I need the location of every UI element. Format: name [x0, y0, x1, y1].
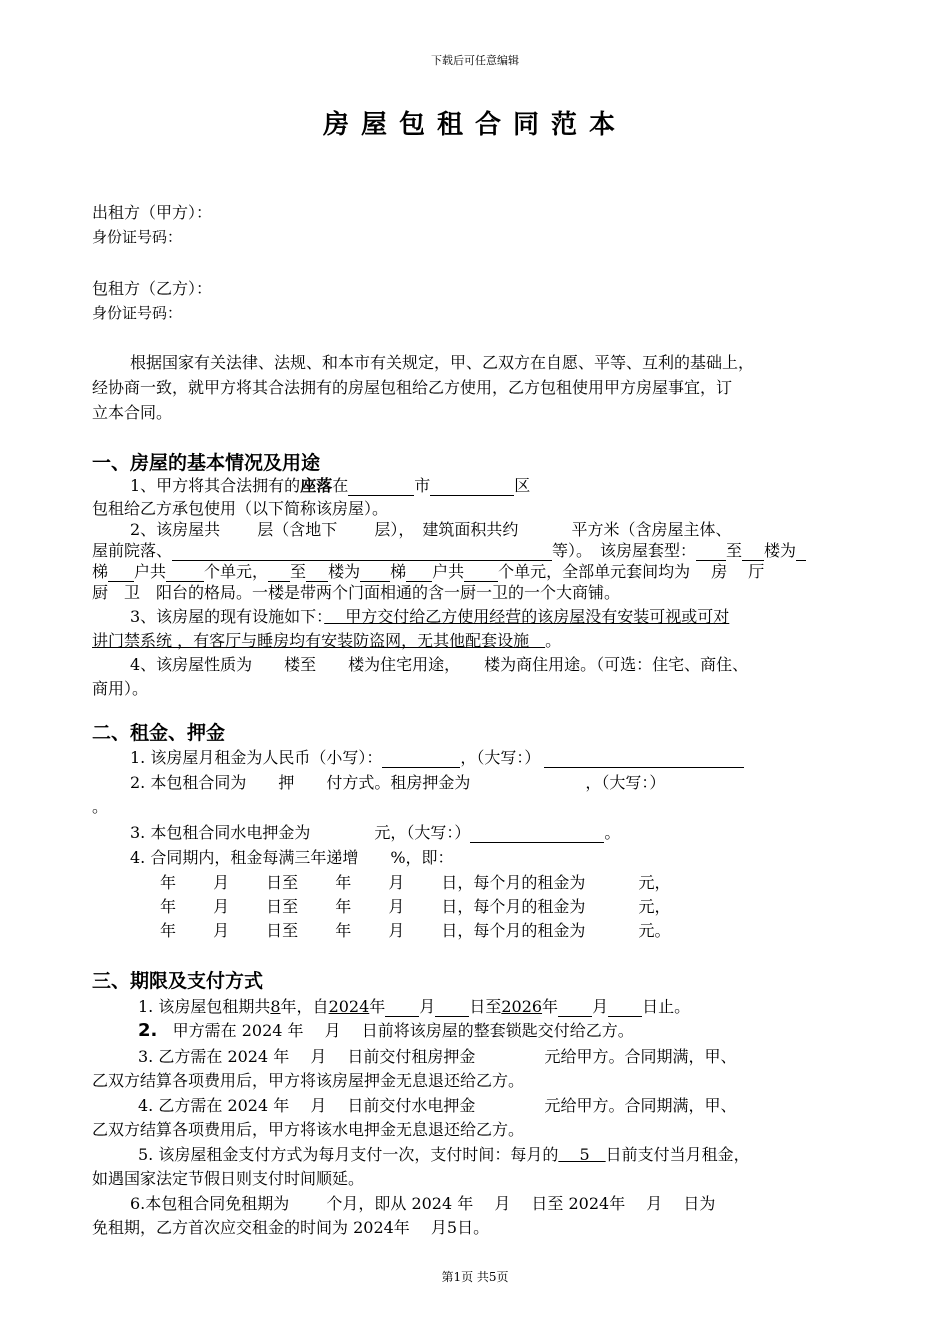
s1-item-2-text-h: 至 [290, 562, 307, 581]
s1-item-4-line-2: 商用）。 [92, 679, 149, 698]
s1-item-2-text-b: 等）。 该房屋套型： [552, 541, 697, 560]
end-month-blank [558, 1000, 592, 1017]
s1-item-4-line-1: 4、该房屋性质为 楼至 楼为住宅用途， 楼为商住用途。（可选：住宅、商住、 [130, 655, 749, 674]
s3-item-1-text-g: 月 [592, 997, 609, 1016]
lessee-label: 包租方（乙方）： [92, 279, 213, 298]
s2-item-2-line-1 [130, 770, 665, 793]
rent-increase-row-1: 年 月 日至 年 月 日，每个月的租金为 元， [160, 873, 671, 892]
s1-item-2-text-i: 楼为 [328, 562, 361, 581]
lease-end-year: 2026 [501, 997, 543, 1016]
s3-item-5-line-2: 如遇国家法定节假日则支付时间顺延。 [92, 1169, 365, 1188]
s3-item-2-number: 2. [138, 1020, 158, 1041]
start-month-blank [385, 1000, 419, 1017]
monthly-rent-blank [382, 751, 460, 768]
rent-increase-row-3: 年 月 日至 年 月 日，每个月的租金为 元。 [160, 921, 671, 940]
lessee-id-label: 身份证号码： [92, 304, 183, 322]
section-1-heading: 一、房屋的基本情况及用途 [92, 452, 321, 474]
s1-item-2-text-c: 至 [726, 541, 743, 560]
s3-item-1-text-f: 年 [542, 997, 559, 1016]
s2-item-3-text-a: 3. 本包租合同水电押金为 元，（大写：） [130, 823, 471, 842]
s1-item-2-text-g: 个单元， [204, 562, 269, 581]
s1-item-2-text-j: 梯 [390, 562, 407, 581]
facilities-text: 甲方交付给乙方使用经营的该房屋没有安装可视或可对 [324, 607, 730, 626]
s3-item-5-text-a: 5. 该房屋租金支付方式为每月支付一次，支付时间：每月的 [138, 1145, 559, 1164]
s3-item-1-text-a: 1. 该房屋包租期共 [138, 997, 271, 1016]
s3-item-3-line-2: 乙双方结算各项费用后，甲方将该房屋押金无息退还给乙方。 [92, 1071, 525, 1090]
intro-line-2: 经协商一致，就甲方将其合法拥有的房屋包租给乙方使用，乙方包租使用甲方房屋事宜，订 [92, 378, 733, 397]
s3-item-4-line-1: 4. 乙方需在 2024 年 月 日前交付水电押金 元给甲方。合同期满，甲、 [138, 1096, 737, 1115]
s1-item-2-text-k: 户共 [432, 562, 465, 581]
district-blank [430, 479, 514, 496]
s1-item-3-line-1 [130, 604, 729, 627]
utility-deposit-words-blank [470, 826, 604, 843]
s2-item-1-text-b: ，（大写：） [460, 748, 541, 767]
stair-blank-1 [796, 544, 806, 561]
s3-item-6-line-2: 免租期，乙方首次应交租金的时间为 2024年 月5日。 [92, 1218, 490, 1237]
s3-item-5-line-1 [138, 1142, 750, 1165]
s2-item-2-text-b: ，（大写：） [585, 773, 666, 792]
s2-item-4: 4. 合同期内，租金每满三年递增 %，即： [130, 848, 454, 867]
s1-item-2-text-d: 楼为 [764, 541, 797, 560]
payment-day: 5 [558, 1145, 606, 1164]
s1-item-1 [130, 473, 530, 496]
s1-item-2-line-2 [92, 538, 806, 561]
s1-item-1-text-b: 座落 [300, 476, 333, 495]
s1-item-2-line-4: 厨 卫 阳台的格局。一楼是带两个门面相通的含一厨一卫的一个大商铺。 [92, 583, 621, 602]
s2-item-2-text-a: 2. 本包租合同为 押 付方式。租房押金为 [130, 773, 471, 792]
s1-item-1-line-2: 包租给乙方承包使用（以下简称该房屋）。 [92, 499, 389, 518]
s2-item-3 [130, 820, 620, 843]
s2-item-1 [130, 745, 744, 768]
s3-item-1-text-d: 月 [419, 997, 436, 1016]
start-day-blank [435, 1000, 469, 1017]
s1-item-2-text-l: 个单元，全部单元套间均为 房 厅 [498, 562, 765, 581]
facilities-text-2: 讲门禁系统 ，有客厅与睡房均有安装防盗网，无其他配套设施 [92, 631, 546, 650]
lease-years: 8 [270, 997, 281, 1016]
header-note: 下载后可任意编辑 [431, 54, 519, 67]
rent-increase-row-2: 年 月 日至 年 月 日，每个月的租金为 元， [160, 897, 671, 916]
s3-item-6-line-1: 6.本包租合同免租期为 个月，即从 2024 年 月 日至 2024年 月 日为 [130, 1194, 716, 1213]
s3-item-2 [138, 1018, 634, 1041]
s3-item-1-text-e: 日至 [469, 997, 502, 1016]
intro-line-3: 立本合同。 [92, 403, 173, 422]
s2-item-3-text-b: 。 [604, 823, 621, 842]
s3-item-1-text-b: 年，自 [280, 997, 329, 1016]
city-blank [348, 479, 414, 496]
s3-item-5-text-b: 日前支付当月租金， [605, 1145, 750, 1164]
s1-item-1-text-d: 市 [414, 476, 431, 495]
lease-start-year: 2024 [328, 997, 370, 1016]
page-footer: 第1页 共5页 [441, 1270, 509, 1284]
lessor-id-label: 身份证号码： [92, 228, 183, 246]
s1-item-1-text-a: 1、甲方将其合法拥有的 [130, 476, 301, 495]
s3-item-1 [138, 994, 690, 1017]
s2-item-2-line-2: 。 [92, 797, 109, 816]
s1-item-2-line-3 [92, 559, 764, 582]
s1-item-3-line-2 [92, 628, 561, 651]
s1-item-2-text-e: 梯 [92, 562, 109, 581]
s1-item-2-text-a: 屋前院落、 [92, 541, 173, 560]
s3-item-2-text: 甲方需在 2024 年 月 日前将该房屋的整套锁匙交付给乙方。 [172, 1021, 634, 1040]
s3-item-3-line-1: 3. 乙方需在 2024 年 月 日前交付租房押金 元给甲方。合同期满，甲、 [138, 1047, 737, 1066]
s1-item-1-text-e: 区 [514, 476, 531, 495]
s2-item-1-text-a: 1. 该房屋月租金为人民币（小写）： [130, 748, 383, 767]
end-day-blank [608, 1000, 642, 1017]
section-2-heading: 二、租金、押金 [92, 722, 226, 744]
section-3-heading: 三、期限及支付方式 [92, 970, 264, 992]
s1-item-1-text-c: 在 [332, 476, 349, 495]
lessor-label: 出租方（甲方）： [92, 203, 213, 222]
s3-item-1-text-h: 日止。 [642, 997, 691, 1016]
document-title: 房屋包租合同范本 [322, 110, 627, 140]
s1-item-3-text-a: 3、该房屋的现有设施如下： [130, 607, 325, 626]
s1-item-3-text-d: 。 [545, 631, 562, 650]
s1-item-2-text-f: 户共 [134, 562, 167, 581]
intro-line-1: 根据国家有关法律、法规、和本市有关规定，甲、乙双方在自愿、平等、互利的基础上， [130, 353, 755, 372]
monthly-rent-words-blank [544, 751, 744, 768]
s3-item-4-line-2: 乙双方结算各项费用后，甲方将该水电押金无息退还给乙方。 [92, 1120, 525, 1139]
s3-item-1-text-c: 年 [369, 997, 386, 1016]
s1-item-2-line-1: 2、该房屋共 层（含地下 层）， 建筑面积共约 平方米（含房屋主体、 [130, 520, 732, 539]
